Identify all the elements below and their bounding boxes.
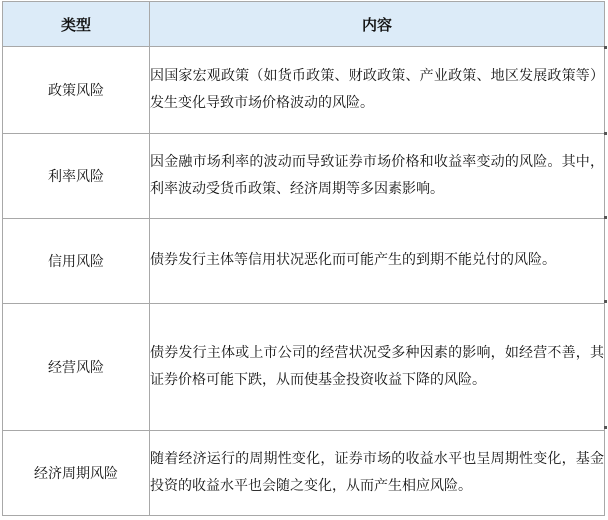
risk-content-cell: 随着经济运行的周期性变化，证券市场的收益水平也呈周期性变化，基金投资的收益水平也会随之变化，从而产生相应风险。 — [150, 431, 605, 516]
table-row — [3, 304, 605, 431]
risk-type-cell: 信用风险 — [3, 219, 150, 304]
edge-mark — [604, 132, 607, 135]
risk-content-cell: 因金融市场利率的波动而导致证券市场价格和收益率变动的风险。其中，利率波动受货币政策、经济周期等多因素影响。 — [150, 134, 605, 219]
table-row — [3, 134, 605, 219]
edge-mark — [604, 426, 607, 429]
risk-content-cell: 债券发行主体等信用状况恶化而可能产生的到期不能兑付的风险。 — [150, 219, 605, 304]
edge-mark — [604, 46, 607, 49]
table-row — [3, 47, 605, 134]
risk-type-cell: 经营风险 — [3, 304, 150, 431]
table-row — [3, 219, 605, 304]
table-header-row — [3, 2, 605, 47]
risk-table — [2, 1, 605, 516]
risk-type-cell: 经济周期风险 — [3, 431, 150, 516]
header-type: 类型 — [3, 2, 150, 47]
risk-type-cell: 利率风险 — [3, 134, 150, 219]
edge-mark — [604, 300, 607, 303]
risk-content-cell: 债券发行主体或上市公司的经营状况受多种因素的影响，如经营不善，其证券价格可能下跌，从而使基金投资收益下降的风险。 — [150, 304, 605, 431]
table-row — [3, 431, 605, 516]
edge-mark — [604, 216, 607, 219]
header-content: 内容 — [150, 2, 605, 47]
risk-content-cell: 因国家宏观政策（如货币政策、财政政策、产业政策、地区发展政策等）发生变化导致市场价格波动的风险。 — [150, 47, 605, 134]
risk-type-cell: 政策风险 — [3, 47, 150, 134]
